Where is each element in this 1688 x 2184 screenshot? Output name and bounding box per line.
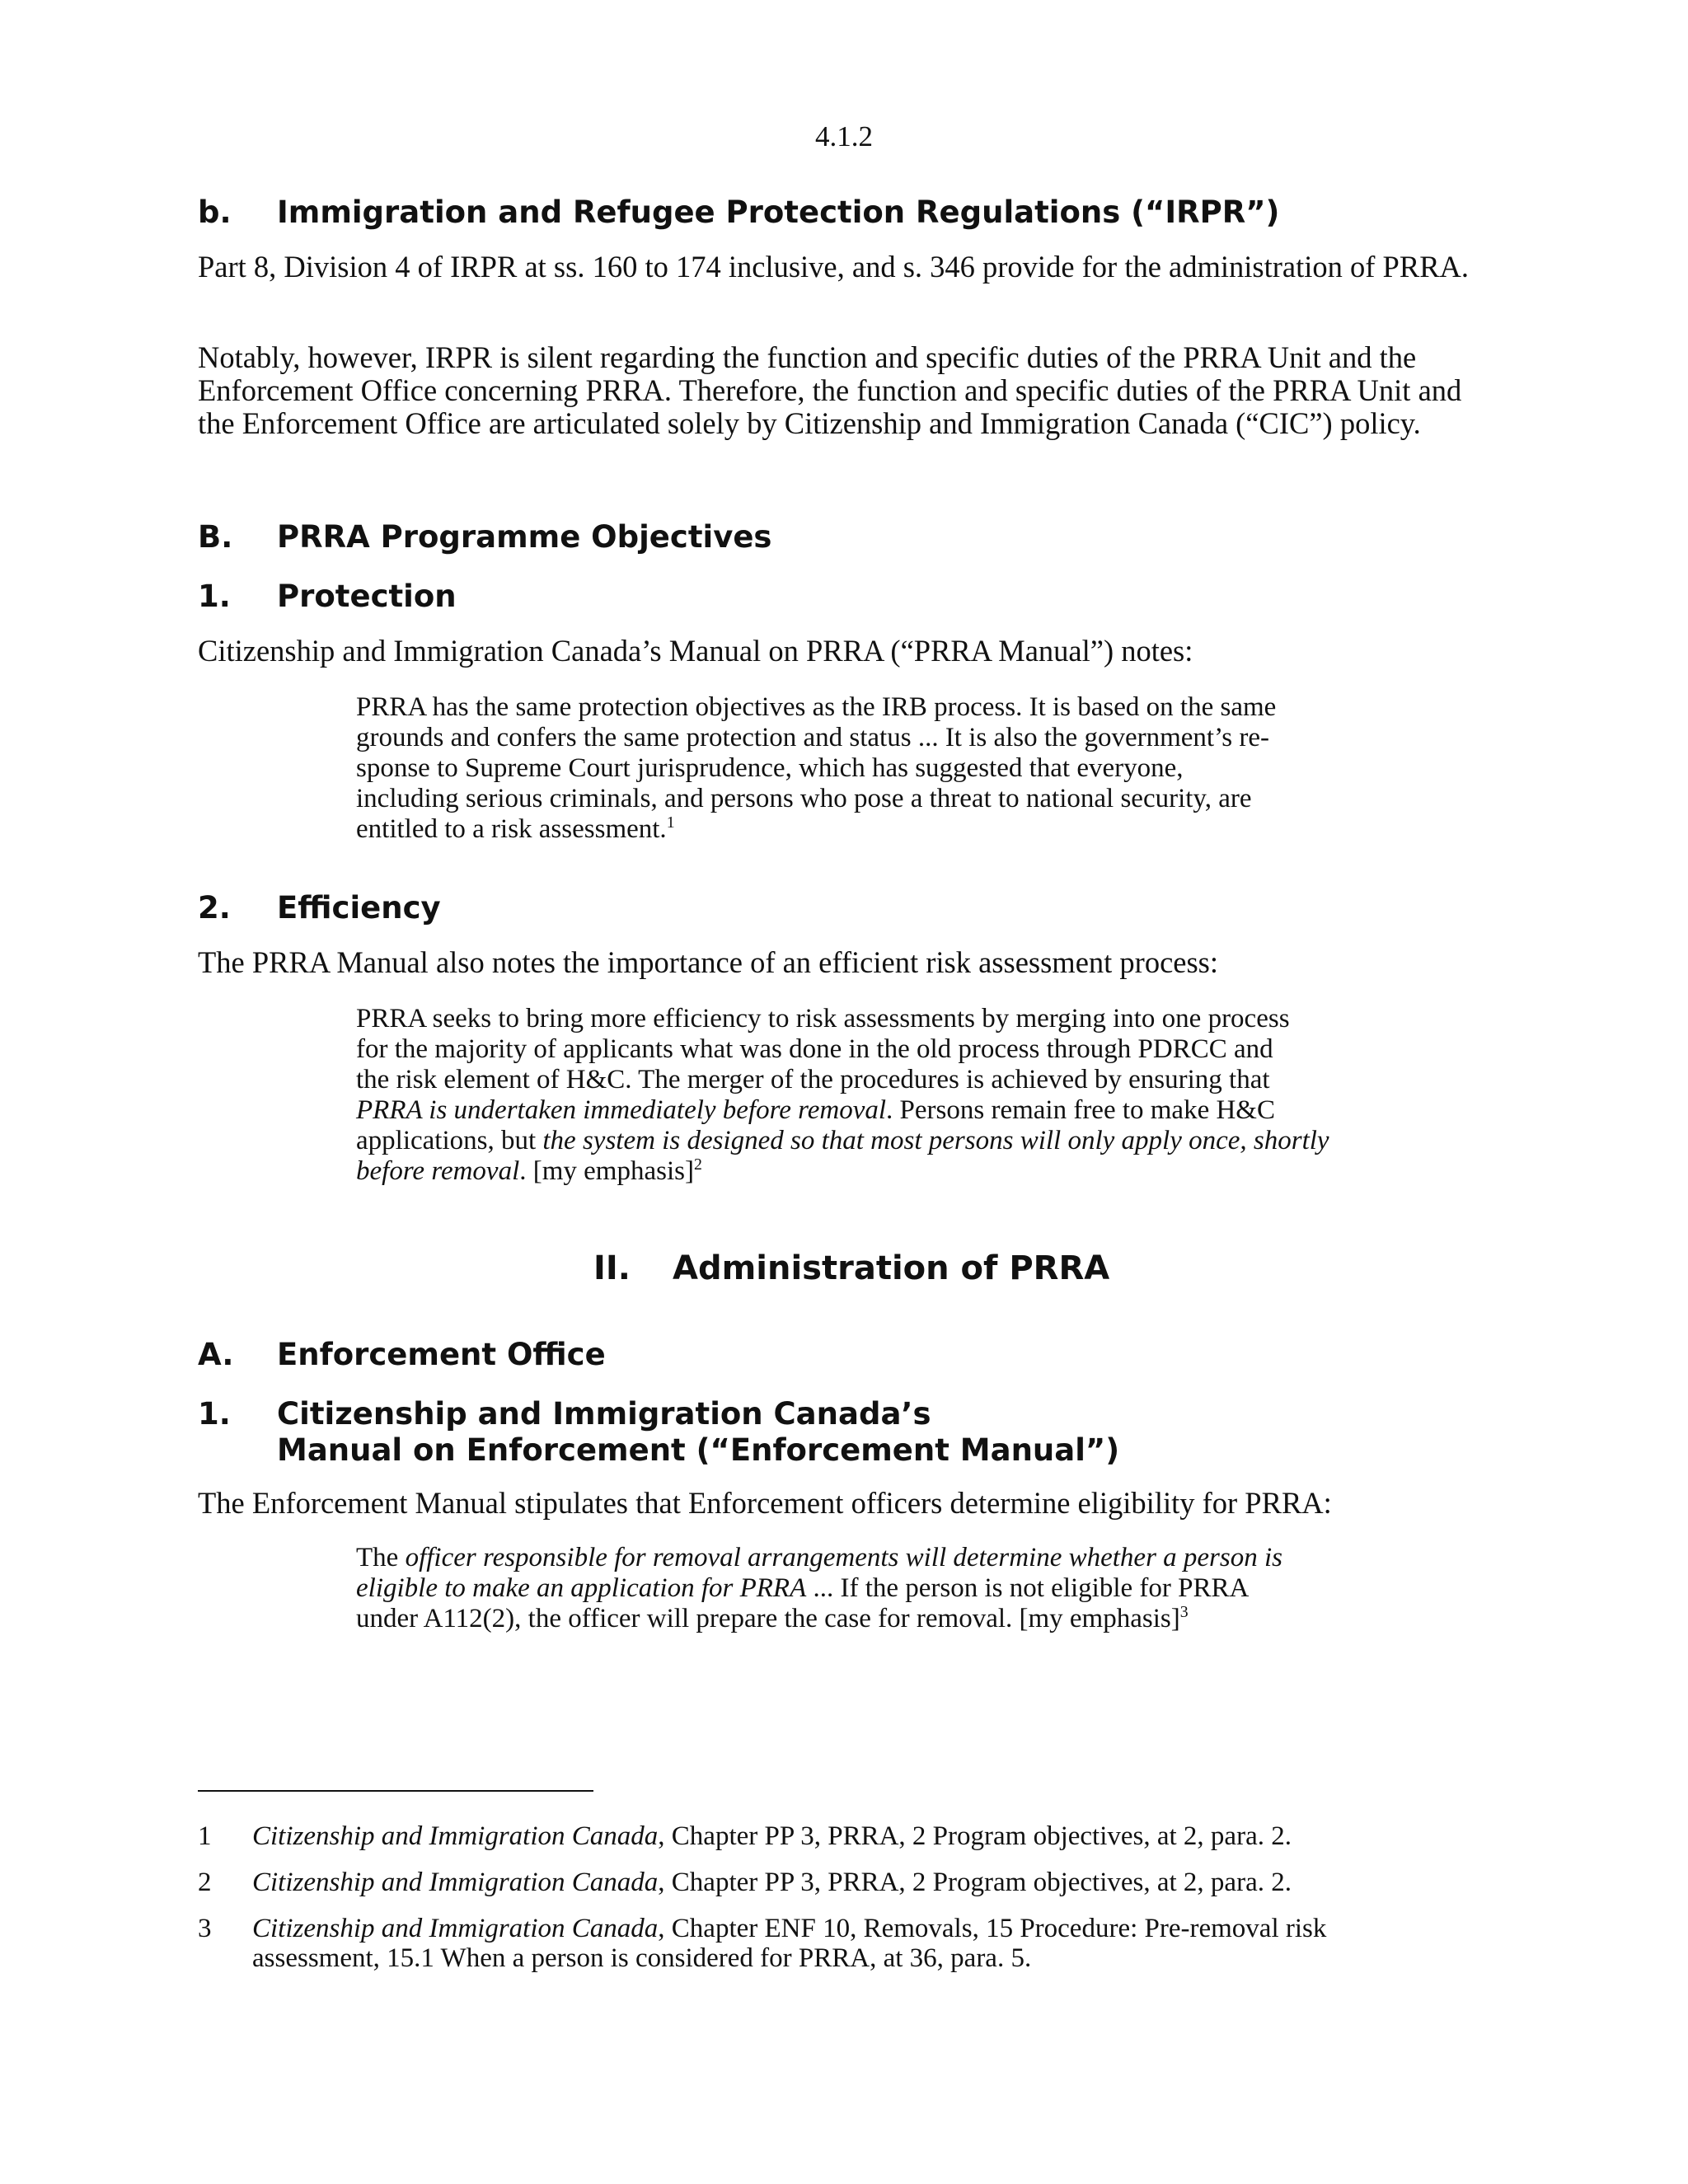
heading-irpr — [198, 194, 1517, 231]
heading-number: B. — [198, 519, 233, 555]
quote-line: grounds and confers the same protection and status ... It is also the government’s re- — [356, 723, 1269, 752]
quote-line: including serious criminals, and persons who pose a threat to national security, are — [356, 784, 1252, 813]
part-number: II. — [593, 1249, 631, 1287]
footnote-source: Citizenship and Immigration Canada — [252, 1868, 659, 1897]
quote-line: sponse to Supreme Court jurisprudence, which has suggested that everyone, — [356, 753, 1184, 783]
footnote-source: Citizenship and Immigration Canada — [252, 1821, 659, 1851]
quote-line: PRRA has the same protection objectives as the IRB process. It is based on the same — [356, 692, 1277, 722]
block-quote-enforcement — [356, 1543, 1395, 1634]
quote-line: for the majority of applicants what was done in the old process through PDRCC and — [356, 1034, 1273, 1064]
heading-title: PRRA Programme Objectives — [277, 519, 772, 555]
quote-line: The officer responsible for removal arrangements will determine whether a person is — [356, 1543, 1283, 1572]
heading-title: Enforcement Office — [277, 1337, 606, 1372]
heading-title: Efficiency — [277, 890, 441, 926]
heading-title-line2: Manual on Enforcement (“Enforcement Manual”) — [277, 1432, 1120, 1468]
heading-title: Protection — [277, 579, 457, 614]
footnote-separator — [198, 1790, 593, 1792]
footnote: 1 Citizenship and Immigration Canada, Chapter PP 3, PRRA, 2 Program objectives, at 2, para. 2. — [198, 1821, 1292, 1851]
heading-number: 1. — [198, 1396, 231, 1432]
quote-line: entitled to a risk assessment.$^1$ — [356, 813, 675, 844]
quote-line: applications, but the system is designed so that most persons will only apply once, shortly — [356, 1126, 1329, 1155]
footnote-reference[interactable]: 2 — [693, 1155, 702, 1174]
footnote-reference[interactable]: 3 — [1179, 1603, 1189, 1621]
footnote: 3 Citizenship and Immigration Canada, Chapter ENF 10, Removals, 15 Procedure: Pre-removal risk assessment, 15.1 When a person is considered for PRRA, at 36, para. 5. — [198, 1914, 1327, 1973]
heading-number: 1. — [198, 579, 231, 614]
part-heading — [593, 1249, 1170, 1291]
heading-prra-objectives — [198, 519, 1517, 555]
paragraph: Part 8, Division 4 of IRPR at ss. 160 to 174 inclusive, and s. 346 provide for the administration of PRRA. — [198, 250, 1470, 284]
footnote-source: Citizenship and Immigration Canada — [252, 1914, 659, 1943]
footnote-number: 3 — [198, 1914, 212, 1943]
heading-number: b. — [198, 194, 232, 230]
block-quote-efficiency — [356, 1004, 1411, 1187]
footnote: 2 Citizenship and Immigration Canada, Chapter PP 3, PRRA, 2 Program objectives, at 2, para. 2. — [198, 1868, 1292, 1897]
heading-enforcement-manual — [198, 1396, 1517, 1469]
quote-line: eligible to make an application for PRRA ... If the person is not eligible for PRRA — [356, 1573, 1250, 1603]
quote-line: PRRA is undertaken immediately before removal. Persons remain free to make H&C — [356, 1095, 1275, 1125]
footnote-number: 2 — [198, 1868, 212, 1897]
quote-line: the risk element of H&C. The merger of the procedures is achieved by ensuring that — [356, 1065, 1270, 1094]
block-quote-protection — [356, 692, 1395, 845]
heading-title-line1: Citizenship and Immigration Canada’s — [277, 1396, 931, 1432]
heading-number: A. — [198, 1337, 234, 1372]
heading-protection — [198, 579, 1517, 615]
heading-enforcement-office — [198, 1337, 1517, 1373]
paragraph: The Enforcement Manual stipulates that Enforcement officers determine eligibility for PRRA: — [198, 1486, 1332, 1520]
part-title: Administration of PRRA — [673, 1249, 1110, 1287]
heading-number: 2. — [198, 890, 231, 926]
footnote-number: 1 — [198, 1821, 212, 1851]
paragraph: The PRRA Manual also notes the importance of an efficient risk assessment process: — [198, 945, 1219, 979]
paragraph: Notably, however, IRPR is silent regarding the function and specific duties of the PRRA Unit and the Enforcement Office concerning PRRA. Therefore, the function and specific duties of the PRRA Unit and the Enforcement Office are articulated solely by Citizenship and Immigration Canada (“CIC”) policy. — [198, 340, 1462, 440]
footnote-reference[interactable]: 1 — [666, 813, 675, 832]
paragraph: Citizenship and Immigration Canada’s Manual on PRRA (“PRRA Manual”) notes: — [198, 634, 1193, 668]
quote-line: PRRA seeks to bring more efficiency to risk assessments by merging into one process — [356, 1004, 1290, 1033]
heading-title: Immigration and Refugee Protection Regulations (“IRPR”) — [277, 194, 1280, 230]
page-number: 4.1.2 — [815, 120, 873, 152]
quote-line: before removal. [my emphasis]$^2$ — [356, 1155, 702, 1186]
quote-line: under A112(2), the officer will prepare the case for removal. [my emphasis]$^3$ — [356, 1603, 1189, 1633]
heading-efficiency — [198, 890, 1517, 926]
